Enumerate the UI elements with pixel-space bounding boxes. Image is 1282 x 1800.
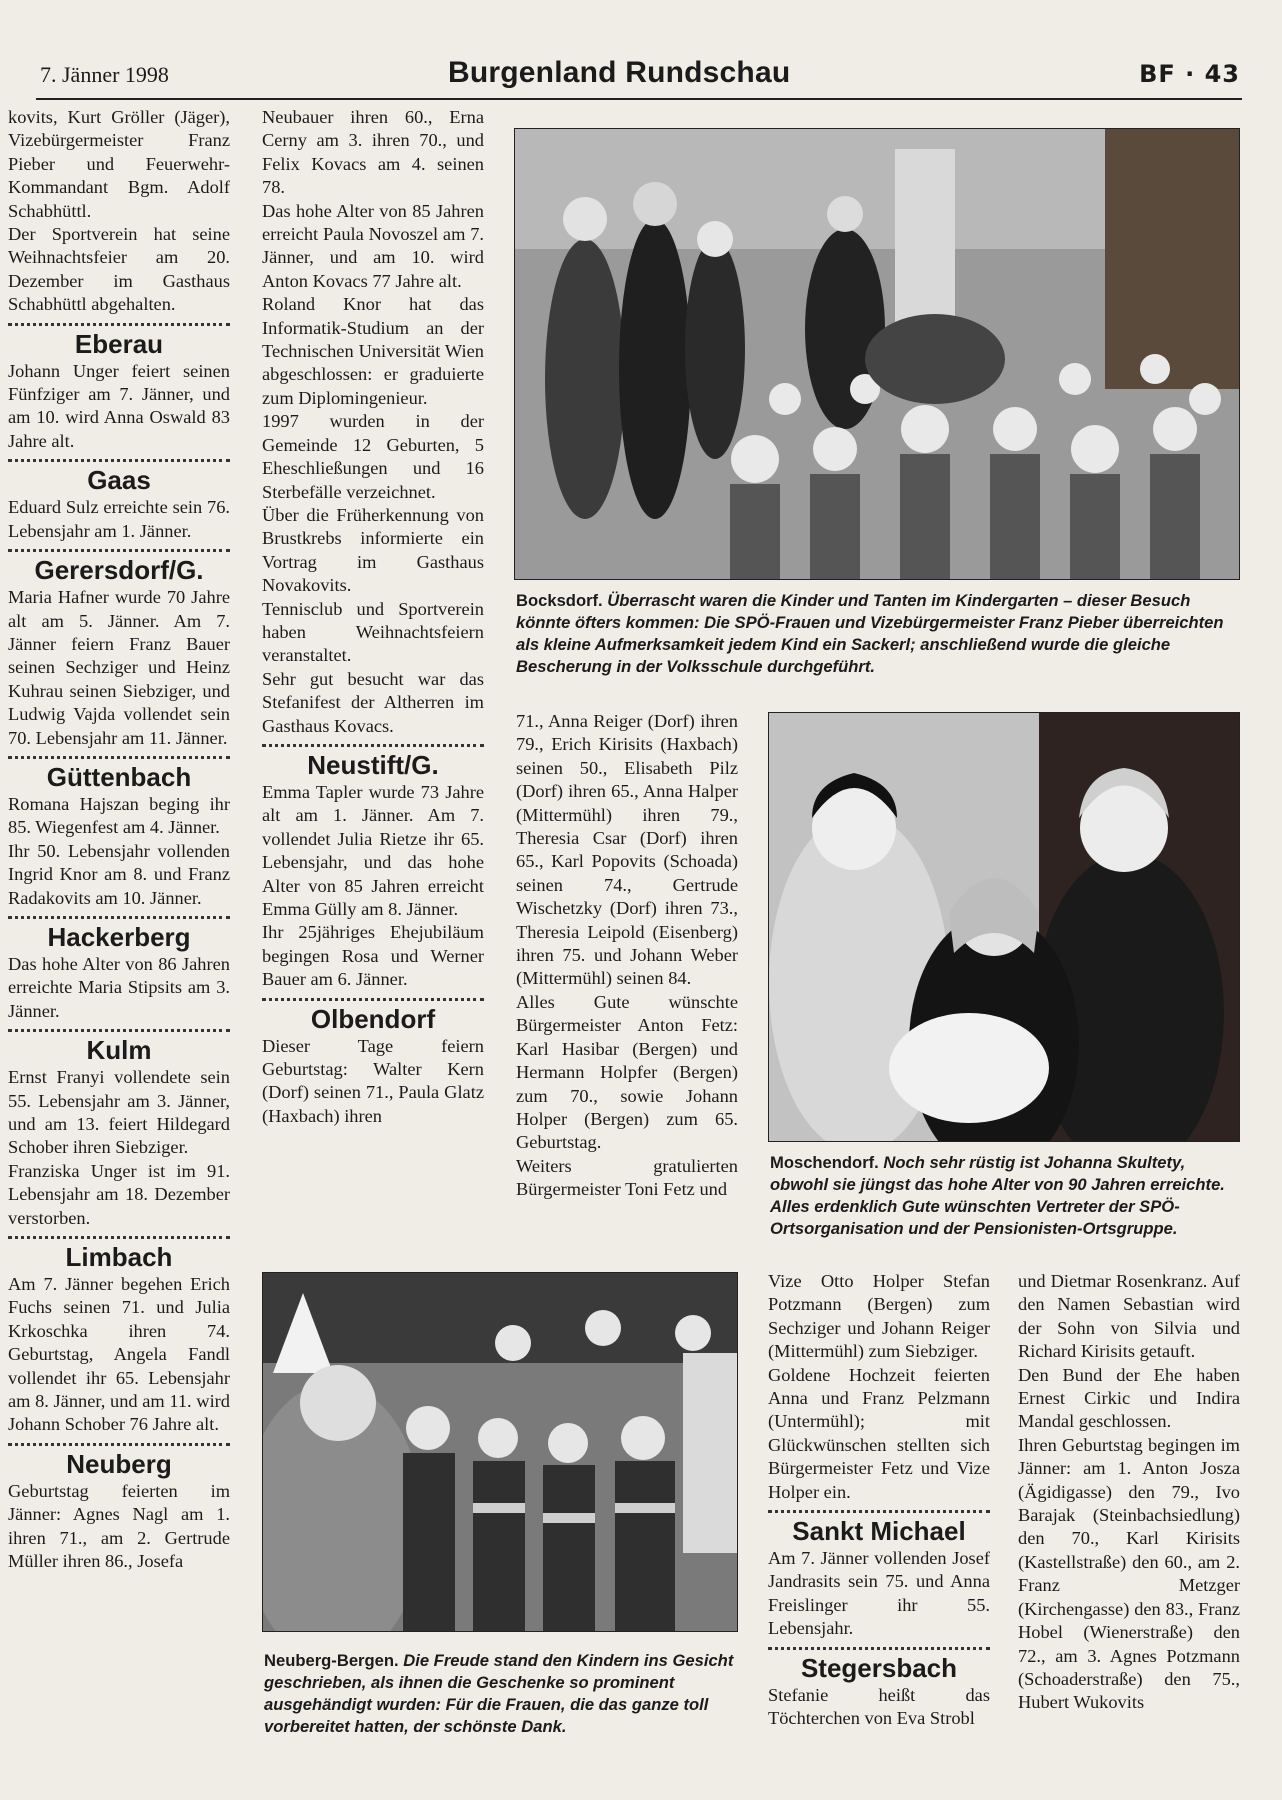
caption-place: Bocksdorf.: [516, 591, 603, 610]
article-text: Dieser Tage feiern Geburtstag: Walter Kern (Dorf) seinen 71., Paula Glatz (Haxbach) ihren: [262, 1035, 484, 1126]
header-rule: [36, 98, 1242, 100]
caption-text: Noch sehr rüstig ist Johanna Skultety, obwohl sie jüngst das hohe Alter von 90 Jahren erreichte. Alles erdenklich Gute wünschten Vertreter der SPÖ-Ortsorganisation und der Pensionisten-Ortsgruppe.: [770, 1153, 1225, 1238]
section-heading-stegersbach: Stegersbach: [768, 1647, 990, 1682]
section-heading-sankt-michael: Sankt Michael: [768, 1510, 990, 1545]
article-text: Weiters gratulierten Bürgermeister Toni Fetz und: [516, 1155, 738, 1200]
article-text: Ihr 25jähriges Ehejubiläum begingen Rosa und Werner Bauer am 6. Jänner.: [262, 922, 484, 990]
issue-date: 7. Jänner 1998: [40, 62, 169, 87]
article-text: Geburtstag feierten im Jänner: Agnes Nagl am 1. ihren 71., am 2. Gertrude Müller ihren 86., Josefa: [8, 1480, 230, 1572]
article-text: Emma Tapler wurde 73 Jahre alt am 1. Jänner. Am 7. vollendet Julia Rietze ihr 65. Lebensjahr, und das hohe Alter von 85 Jahren erreicht Emma Gülly am 8. Jänner.: [262, 781, 484, 919]
caption-place: Neuberg-Bergen.: [264, 1651, 399, 1670]
article-text: 71., Anna Reiger (Dorf) ihren 79., Erich Kirisits (Haxbach) seinen 50., Elisabeth Pilz (Dorf) ihren 65., Anna Halper (Mittermühl) ihren 79., Theresia Csar (Dorf) ihren 65., Karl Popovits (Schoada) seinen 74., Gertrude Wischetzky (Dorf) ihren 73., Theresia Leipold (Eisenberg) ihren 75. und Johann Weber (Mittermühl) seinen 84.: [516, 711, 738, 989]
article-text: kovits, Kurt Gröller (Jäger), Vizebürgermeister Franz Pieber und Feuerwehr-Kommandant Bgm. Adolf Schabhüttl.: [8, 107, 230, 221]
caption-moschendorf: [770, 1152, 1238, 1240]
photo-neuberg-bergen-children: [262, 1272, 738, 1632]
column-4: [768, 1270, 990, 1731]
caption-text: Überrascht waren die Kinder und Tanten im Kindergarten – dieser Besuch könnte öfters kommen: Die SPÖ-Frauen und Vizebürgermeister Franz Pieber überreichten als kleine Aufmerksamkeit jedem Kind ein Sackerl; anschließend wurde die gleiche Bescherung in der Volksschule durchgeführt.: [516, 591, 1224, 676]
article-text: Am 7. Jänner vollenden Josef Jandrasits sein 75. und Anna Freislinger ihr 55. Lebensjahr.: [768, 1548, 990, 1639]
article-text: Eduard Sulz erreichte sein 76. Lebensjahr am 1. Jänner.: [8, 497, 230, 541]
article-text: Maria Hafner wurde 70 Jahre alt am 5. Jänner. Am 7. Jänner feiern Franz Bauer seinen Sechziger und Heinz Kuhrau seinen Siebziger, und Ludwig Vajda vollendet sein 70. Lebensjahr am 11. Jänner.: [8, 587, 230, 748]
column-5: [1018, 1270, 1240, 1715]
article-text: Neubauer ihren 60., Erna Cerny am 3. ihren 70., und Felix Kovacs am 4. seinen 78.: [262, 107, 484, 198]
article-text: Sehr gut besucht war das Stefanifest der Altherren im Gasthaus Kovacs.: [262, 668, 484, 736]
section-heading-gaas: Gaas: [8, 459, 230, 494]
photo-neuberg-figures: [263, 1273, 737, 1631]
caption-bocksdorf: [516, 590, 1238, 678]
section-heading-olbendorf: Olbendorf: [262, 998, 484, 1033]
article-text: 1997 wurden in der Gemeinde 12 Geburten, 5 Eheschließungen und 16 Sterbefälle verzeichnet.: [262, 411, 484, 502]
article-text: Den Bund der Ehe haben Ernest Cirkic und Indira Mandal geschlossen.: [1018, 1364, 1240, 1432]
article-text: Romana Hajszan beging ihr 85. Wiegenfest am 4. Jänner.: [8, 793, 230, 838]
caption-text: Die Freude stand den Kindern ins Gesicht geschrieben, als ihnen die Geschenke so prominent ausgehändigt wurden: Für die Frauen, die das ganze toll vorbereitet hatten, der schönste Dank.: [264, 1651, 734, 1736]
article-text: Roland Knor hat das Informatik-Studium an der Technischen Universität Wien abgeschlossen: er graduierte zum Diplomingenieur.: [262, 294, 484, 408]
article-text: Das hohe Alter von 86 Jahren erreichte Maria Stipsits am 3. Jänner.: [8, 953, 230, 1021]
article-text: Tennisclub und Sportverein haben Weihnachtsfeiern veranstaltet.: [262, 598, 484, 666]
article-text: Das hohe Alter von 85 Jahren erreicht Paula Novoszel am 7. Jänner, und am 10. wird Anton Kovacs 77 Jahre alt.: [262, 200, 484, 291]
article-text: Franziska Unger ist im 91. Lebensjahr am 18. Dezember verstorben.: [8, 1160, 230, 1228]
section-heading-limbach: Limbach: [8, 1236, 230, 1271]
photo-moschendorf-figures: [769, 713, 1239, 1141]
caption-place: Moschendorf.: [770, 1153, 879, 1172]
section-heading-neuberg: Neuberg: [8, 1443, 230, 1478]
article-text: Johann Unger feiert seinen Fünfziger am 7. Jänner, und am 10. wird Anna Oswald 83 Jahre alt.: [8, 360, 230, 451]
caption-neuberg-bergen: [264, 1650, 736, 1738]
column-2: [262, 106, 484, 1128]
section-heading-gerersdorf: Gerersdorf/G.: [8, 549, 230, 584]
article-text: und Dietmar Rosenkranz. Auf den Namen Sebastian wird der Sohn von Silvia und Richard Kirisits getauft.: [1018, 1271, 1240, 1362]
article-text: Ihren Geburtstag begingen im Jänner: am 1. Anton Josza (Ägidigasse) den 79., Ivo Barajak (Steinbachsiedlung) den 70., Karl Kirisits (Kastellstraße) den 60., am 2. Franz Metzger (Kirchengasse) den 83., Franz Hobel (Wienerstraße) den 72., am 3. Agnes Potzmann (Schoaderstraße) den 75., Hubert Wukovits: [1018, 1434, 1240, 1713]
page-number: BF · 43: [1139, 60, 1240, 88]
photo-bocksdorf-figures: [515, 129, 1239, 579]
section-heading-kulm: Kulm: [8, 1029, 230, 1064]
column-3: [516, 710, 738, 1202]
photo-moschendorf-birthday: [768, 712, 1240, 1142]
article-text: Ernst Franyi vollendete sein 55. Lebensjahr am 3. Jänner, und am 13. feiert Hildegard Schober ihren Siebziger.: [8, 1067, 230, 1158]
article-text: Alles Gute wünschte Bürgermeister Anton Fetz: Karl Hasibar (Bergen) und Hermann Holpfer (Bergen) zum 70., sowie Johann Holper (Bergen) zum 65. Geburtstag.: [516, 991, 738, 1153]
article-text: Stefanie heißt das Töchterchen von Eva Strobl: [768, 1684, 990, 1729]
newspaper-title: Burgenland Rundschau: [448, 56, 791, 89]
article-text: Vize Otto Holper Stefan Potzmann (Bergen) zum Sechziger und Johann Reiger (Mittermühl) zum Siebziger.: [768, 1271, 990, 1362]
article-text: Ihr 50. Lebensjahr vollenden Ingrid Knor am 8. und Franz Radakovits am 10. Jänner.: [8, 840, 230, 908]
section-heading-eberau: Eberau: [8, 323, 230, 358]
article-text: Am 7. Jänner begehen Erich Fuchs seinen 71. und Julia Krkoschka ihren 74. Geburtstag, Angela Fandl vollendet ihr 65. Lebensjahr am 8. Jänner, und am 11. wird Johann Schober 76 Jahre alt.: [8, 1274, 230, 1435]
article-text: Goldene Hochzeit feierten Anna und Franz Pelzmann (Untermühl); mit Glückwünschen stellten sich Bürgermeister Fetz und Vize Holper ein.: [768, 1364, 990, 1502]
article-text: Über die Früherkennung von Brustkrebs informierte ein Vortrag im Gasthaus Novakovits.: [262, 504, 484, 596]
section-heading-guettenbach: Güttenbach: [8, 756, 230, 791]
photo-bocksdorf-kindergarten: [514, 128, 1240, 580]
column-1: [8, 106, 230, 1574]
article-text: Der Sportverein hat seine Weihnachtsfeier am 20. Dezember im Gasthaus Schabhüttl abgehalten.: [8, 224, 230, 315]
section-heading-neustift: Neustift/G.: [262, 744, 484, 779]
section-heading-hackerberg: Hackerberg: [8, 916, 230, 951]
